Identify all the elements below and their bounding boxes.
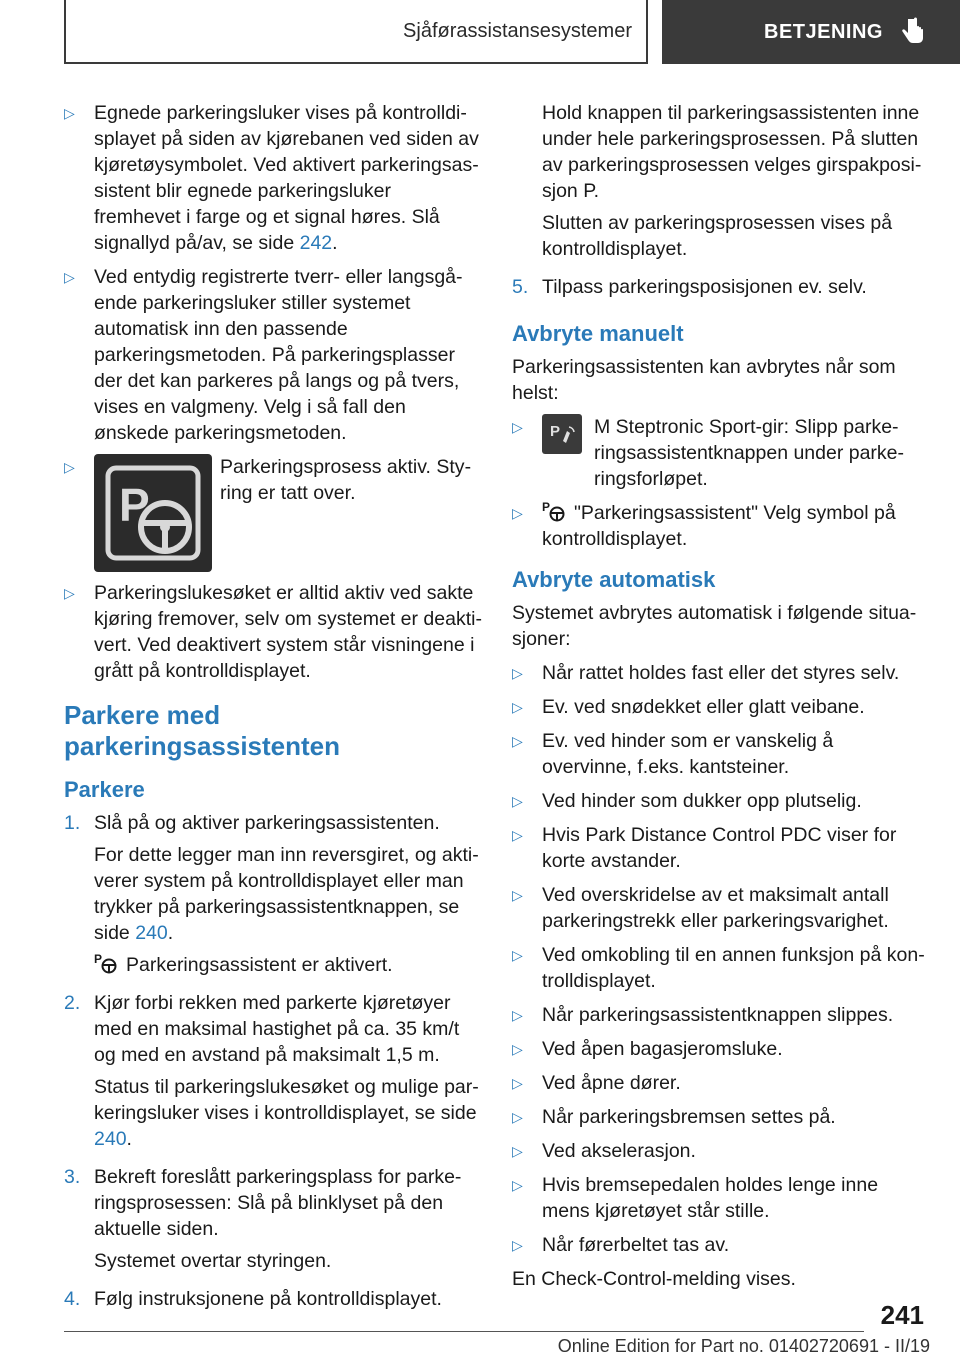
bullet-triangle-icon: ▷ <box>512 1007 523 1023</box>
bullet-triangle-icon: ▷ <box>512 1075 523 1091</box>
list-item <box>512 1070 928 1096</box>
step-number: 4. <box>64 1288 81 1310</box>
bullet-triangle-icon: ▷ <box>64 105 75 121</box>
bullet-triangle-icon: ▷ <box>64 459 75 475</box>
bullet-text: "Parkeringsassistent" Velg symbol på kontrolldisplayet. <box>542 502 896 550</box>
step-item <box>512 274 928 306</box>
subsection-heading: Avbryte manuelt <box>512 321 684 346</box>
section-title: Sjåførassistansesystemer <box>403 19 632 42</box>
step-number: 1. <box>64 812 81 834</box>
step-number-spacer <box>512 100 542 268</box>
list-item <box>512 1104 928 1130</box>
bullet-text: Ved åpen bagasjeromsluke. <box>542 1038 783 1060</box>
step-text: Tilpass parkeringsposisjonen ev. selv. <box>542 276 867 298</box>
list-item <box>512 728 928 780</box>
list-item <box>512 660 928 686</box>
step-text: Bekreft foreslått parkeringsplass for parkeringsprosessen: Slå på blinklyset på den aktuelle siden. <box>94 1166 462 1240</box>
step-detail: Status til parkeringslukesøket og mulige parkeringsluker vises i kontrolldisplayet, se side <box>94 1076 479 1124</box>
step-paragraph <box>94 842 482 946</box>
parking-active-icon <box>94 454 212 572</box>
bullet-text: Egnede parkeringsluker vises på kontrolldisplayet på siden av kjørebanen ved siden av kjøretøysymbolet. Ved aktivert parkeringsassistent blir egnede parkeringsluker fremhevet i farge og et signal høres. Slå signallyd på/av, se side <box>94 102 479 254</box>
list-item <box>512 1172 928 1224</box>
bullet-text: Når førerbeltet tas av. <box>542 1234 730 1256</box>
step-item <box>64 990 482 1158</box>
bullet-text: Hvis bremsepedalen holdes lenge inne mens kjøretøyet står stille. <box>542 1174 879 1222</box>
bullet-text: Når rattet holdes fast eller det styres selv. <box>542 662 900 684</box>
bullet-triangle-icon: ▷ <box>512 887 523 903</box>
step-item <box>64 1286 482 1318</box>
step-item <box>64 810 482 984</box>
list-item <box>512 1002 928 1028</box>
step-detail: For dette legger man inn reversgiret, og aktiverer system på kontrolldisplayet eller man trykker på parkeringsassistentknappen, se side <box>94 844 479 944</box>
step-text: Slå på og aktiver parkeringsassistenten. <box>94 812 440 834</box>
list-item <box>64 100 482 256</box>
status-text: Parkeringsassistent er aktivert. <box>126 954 393 976</box>
svg-text:P: P <box>550 423 561 440</box>
bullet-triangle-icon: ▷ <box>512 1177 523 1193</box>
step-text: Følg instruksjonene på kontrolldisplayet. <box>94 1288 442 1310</box>
step-number: 3. <box>64 1166 81 1188</box>
list-item <box>512 414 928 492</box>
step-paragraph: Systemet overtar styringen. <box>94 1250 332 1272</box>
step-paragraph <box>94 1074 482 1152</box>
bullet-text: M Steptronic Sport-gir: Slipp parkeringsassistentknappen under parkeringsforløpet. <box>594 416 905 490</box>
bullet-triangle-icon: ▷ <box>512 733 523 749</box>
list-item <box>64 580 482 684</box>
parking-button-icon <box>542 414 582 454</box>
punctuation: . <box>167 922 174 944</box>
auto-cancel-list <box>512 660 928 1258</box>
list-item <box>512 1138 928 1164</box>
page-link-240[interactable]: 240 <box>94 1128 127 1150</box>
bullet-triangle-icon: ▷ <box>512 1109 523 1125</box>
bullet-triangle-icon: ▷ <box>512 827 523 843</box>
hand-pointer-icon <box>901 17 925 47</box>
punctuation: . <box>126 1128 132 1150</box>
step-text: Kjør forbi rekken med parkerte kjøretøyer med en maksimal hastighet på ca. 35 km/t og med en avstand på maksimalt 1,5 m. <box>94 992 460 1066</box>
step-paragraph: Slutten av parkeringsprosessen vises på kontrolldisplayet. <box>542 212 893 260</box>
list-item <box>512 694 928 720</box>
step-paragraph <box>94 952 482 978</box>
subsection-heading: Parkere <box>64 777 145 802</box>
list-item <box>64 264 482 446</box>
running-header-chapter <box>662 0 960 64</box>
bullet-text: Når parkeringsbremsen settes på. <box>542 1106 836 1128</box>
list-item <box>64 454 482 572</box>
bullet-triangle-icon: ▷ <box>512 419 523 435</box>
list-item <box>512 882 928 934</box>
punctuation: . <box>332 232 338 254</box>
bullet-text: Ev. ved snødekket eller glatt veibane. <box>542 696 865 718</box>
right-column <box>512 100 928 1300</box>
closing-text: En Check-Control-melding vises. <box>512 1268 796 1290</box>
running-header-section <box>64 0 648 64</box>
page-number: 241 <box>880 1300 924 1330</box>
step-item <box>64 1164 482 1280</box>
list-item <box>512 1232 928 1258</box>
list-item <box>512 822 928 874</box>
list-item <box>512 942 928 994</box>
svg-text:P: P <box>542 500 551 514</box>
bullet-triangle-icon: ▷ <box>512 1041 523 1057</box>
svg-text:P: P <box>94 952 103 966</box>
bullet-text: Ved akselerasjon. <box>542 1140 696 1162</box>
bullet-text: Når parkeringsassistentknappen slippes. <box>542 1004 894 1026</box>
step-paragraph: Hold knappen til parkeringsassistenten inne under hele parkeringsprosessen. På slutten av parkeringsprosessen velges girspakposisjon P. <box>542 102 922 202</box>
bullet-text: Parkeringslukesøket er alltid aktiv ved sakte kjøring fremover, selv om systemet er deaktivert. Ved deaktivert system står visningene i grått på kontrolldisplayet. <box>94 582 482 682</box>
step-number: 2. <box>64 992 81 1014</box>
parking-assistant-icon <box>542 500 566 522</box>
bullet-text: Ved hinder som dukker opp plutselig. <box>542 790 862 812</box>
bullet-triangle-icon: ▷ <box>64 269 75 285</box>
subsection-heading: Avbryte automatisk <box>512 567 716 592</box>
section-heading: Parkere med parkeringsassistenten <box>64 700 341 761</box>
footer-divider <box>64 1331 864 1332</box>
bullet-triangle-icon: ▷ <box>512 1143 523 1159</box>
edition-text: Online Edition for Part no. 01402720691 - II/19 <box>557 1336 930 1356</box>
parking-assistant-icon <box>94 952 118 974</box>
bullet-text: Ved omkobling til en annen funksjon på kontrolldisplayet. <box>542 944 925 992</box>
bullet-text: Parkeringsprosess aktiv. Styring er tatt over. <box>220 456 472 504</box>
page-link-242[interactable]: 242 <box>299 232 333 254</box>
left-column <box>64 100 482 1324</box>
list-item <box>512 500 928 552</box>
paragraph: Systemet avbrytes automatisk i følgende situasjoner: <box>512 602 917 650</box>
paragraph: Parkeringsassistenten kan avbrytes når som helst: <box>512 356 896 404</box>
svg-text:P: P <box>119 479 150 531</box>
bullet-triangle-icon: ▷ <box>512 947 523 963</box>
bullet-triangle-icon: ▷ <box>512 1237 523 1253</box>
bullet-text: Ved overskridelse av et maksimalt antall parkeringstrekk eller parkeringsvarighet. <box>542 884 889 932</box>
bullet-text: Hvis Park Distance Control PDC viser for korte avstander. <box>542 824 897 872</box>
bullet-triangle-icon: ▷ <box>512 505 523 521</box>
step-continuation <box>512 100 928 268</box>
bullet-triangle-icon: ▷ <box>64 585 75 601</box>
bullet-triangle-icon: ▷ <box>512 793 523 809</box>
bullet-triangle-icon: ▷ <box>512 665 523 681</box>
page-link-240[interactable]: 240 <box>135 922 168 944</box>
footer <box>0 1336 930 1357</box>
step-number: 5. <box>512 276 529 298</box>
list-item <box>512 1036 928 1062</box>
bullet-text: Ved åpne dører. <box>542 1072 681 1094</box>
bullet-text: Ved entydig registrerte tverr- eller langsgående parkeringsluker stiller systemet automatisk inn den passende parkeringsmetoden. På parkeringsplasser der det kan parkeres på langs og på tvers, vises en valgmeny. Velg i så fall den ønskede parkeringsmetoden. <box>94 266 463 444</box>
bullet-text: Ev. ved hinder som er vanskelig å overvinne, f.eks. kantsteiner. <box>542 730 834 778</box>
bullet-triangle-icon: ▷ <box>512 699 523 715</box>
chapter-title: BETJENING <box>764 20 883 43</box>
list-item <box>512 788 928 814</box>
